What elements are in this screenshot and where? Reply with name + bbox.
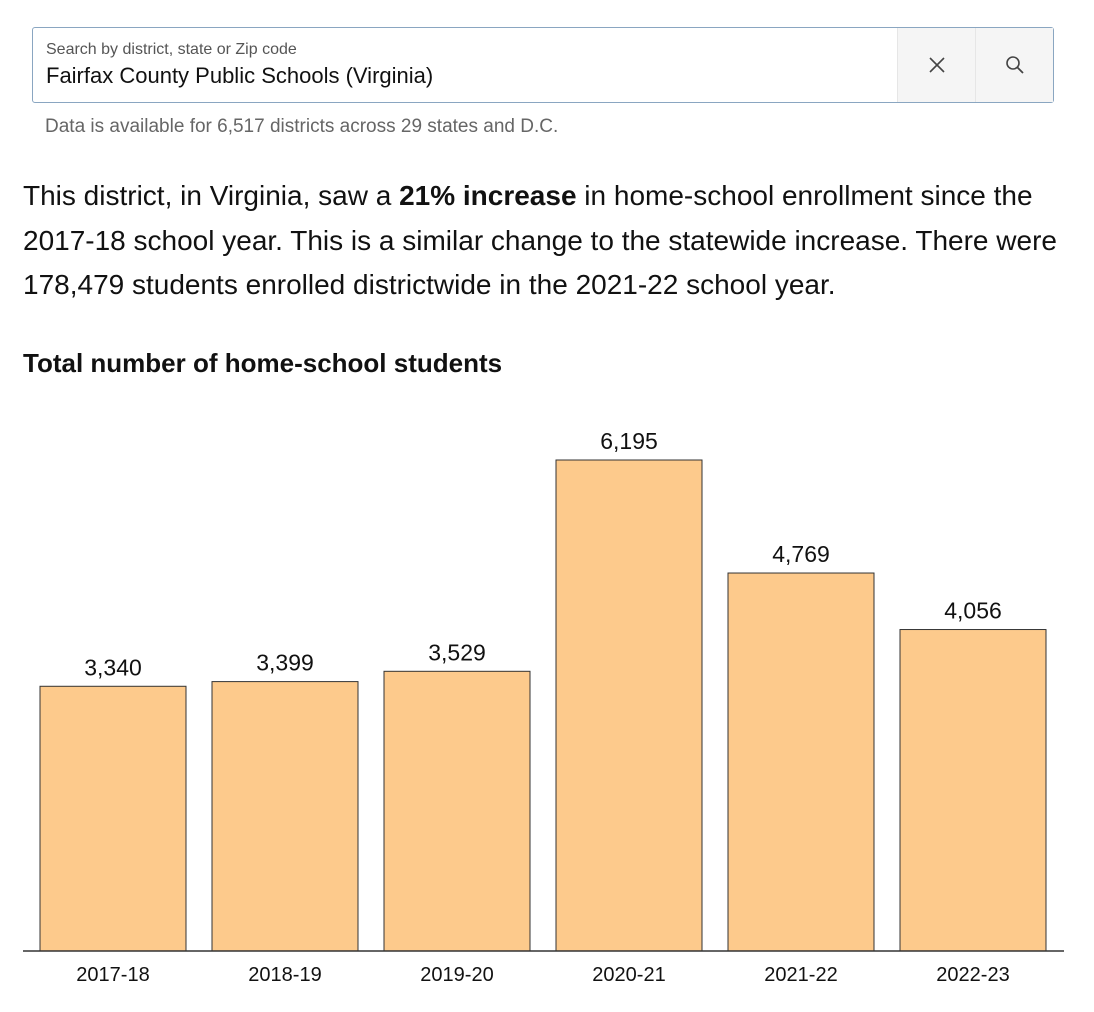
bar-2021-22 (728, 573, 874, 951)
search-button[interactable] (975, 28, 1053, 102)
bar-2019-20 (384, 671, 530, 951)
search-icon (1005, 55, 1025, 75)
value-label-2019-20: 3,529 (428, 639, 486, 666)
value-label-2018-19: 3,399 (256, 649, 314, 676)
value-label-2022-23: 4,056 (944, 597, 1002, 624)
bar-2022-23 (900, 630, 1046, 951)
x-tick-label-2020-21: 2020-21 (592, 964, 666, 986)
bar-2018-19 (212, 682, 358, 951)
bar-2020-21 (556, 460, 702, 951)
x-tick-label-2019-20: 2019-20 (420, 964, 494, 986)
summary-highlight: 21% increase (399, 180, 577, 211)
value-label-2017-18: 3,340 (84, 654, 142, 681)
chart-title: Total number of home-school students (23, 348, 503, 378)
availability-note: Data is available for 6,517 districts across 29 states and D.C. (45, 116, 559, 137)
close-icon (928, 56, 946, 74)
bar-2017-18 (40, 686, 186, 951)
search-input[interactable]: Fairfax County Public Schools (Virginia) (46, 63, 434, 88)
x-tick-label-2017-18: 2017-18 (76, 964, 150, 986)
bar-chart (0, 400, 1094, 1000)
summary-text-2: in home-school enrollment since the 2017-18 school year. This is a similar change to the statewide increase. There were 178,479 students enrolled districtwide in the 2021-22 school year. (23, 180, 1057, 300)
value-label-2020-21: 6,195 (600, 428, 658, 454)
value-label-2021-22: 4,769 (772, 541, 830, 568)
clear-button[interactable] (897, 28, 975, 102)
search-label: Search by district, state or Zip code (46, 41, 297, 58)
x-tick-label-2022-23: 2022-23 (936, 964, 1010, 986)
x-tick-label-2021-22: 2021-22 (764, 964, 838, 986)
x-tick-label-2018-19: 2018-19 (248, 964, 322, 986)
district-summary (23, 174, 1083, 308)
search-box[interactable] (32, 27, 1054, 103)
summary-text-1: This district, in Virginia, saw a (23, 180, 400, 211)
search-field[interactable] (33, 28, 897, 102)
